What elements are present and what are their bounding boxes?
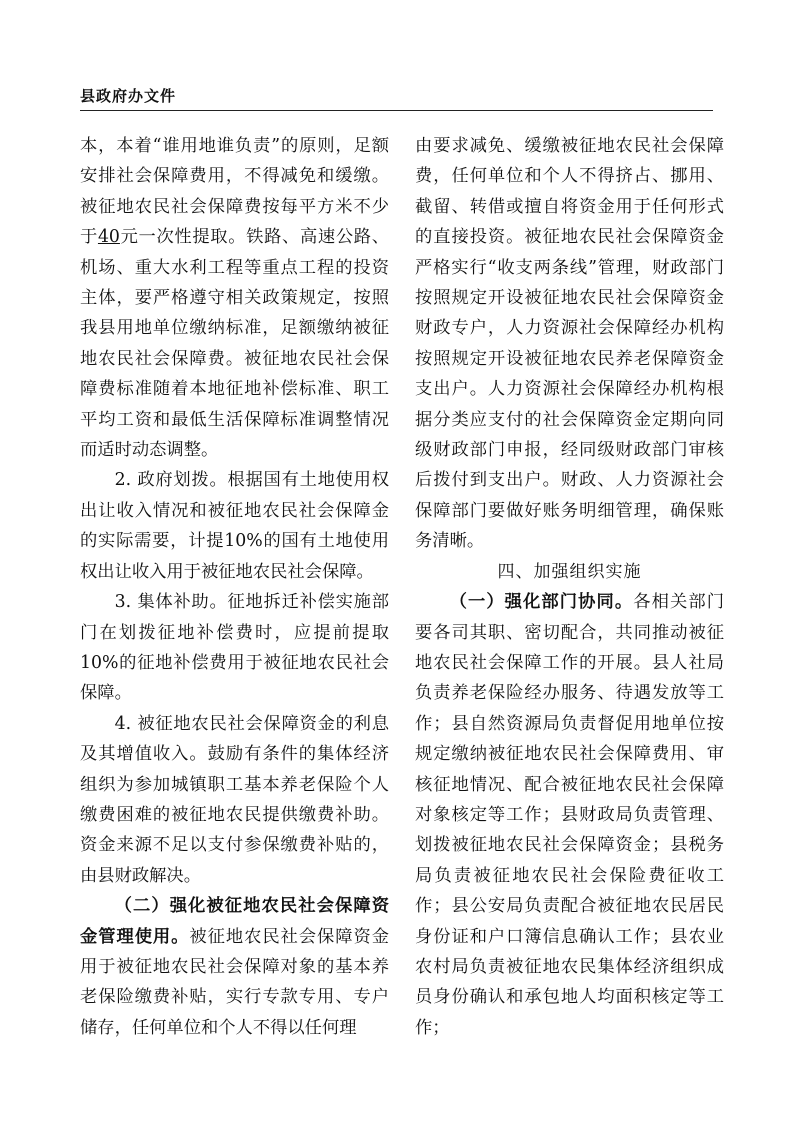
right-paragraph-2 xyxy=(415,587,724,1043)
left-paragraph-1 xyxy=(80,131,389,465)
header-title: 县政府办文件 xyxy=(80,87,177,105)
right-paragraph-1: 由要求减免、缓缴被征地农民社会保障费，任何单位和个人不得挤占、挪用、截留、转借或擅自将资金用于任何形式的直接投资。被征地农民社会保障资金严格实行“收支两条线”管理，财政部门按照规定开设被征地农民社会保障资金财政专户，人力资源社会保障经办机构按照规定开设被征地农民养老保障资金支出户。人力资源社会保障经办机构根据分类应支付的社会保障资金定期向同级财政部门申报，经同级财政部门审核后拨付到支出户。财政、人力资源社会保障部门要做好账务明细管理，确保账务清晰。 xyxy=(415,136,724,552)
left-p1-text-a: 本，本着“谁用地谁负责”的原则，足额安排社会保障费用，不得减免和缓缴。被征地农民社会保障费按每平方米不少于 xyxy=(80,136,389,248)
header-divider xyxy=(80,110,713,111)
left-p5-body: 被征地农民社会保障资金用于被征地农民社会保障对象的基本养老保险缴费补贴，实行专款专用、专户储存，任何单位和个人不得以任何理 xyxy=(80,926,389,1038)
subsection-heading-2: （二）强化被征地农民社会保障资金管理使用。 xyxy=(80,896,389,947)
left-column xyxy=(80,131,389,1043)
left-paragraph-5 xyxy=(80,891,389,1043)
left-paragraph-3: 3. 集体补助。征地拆迁补偿实施部门在划拨征地补偿费时，应提前提取10%的征地补偿费用于被征地农民社会保障。 xyxy=(80,592,389,704)
fee-amount: 40 xyxy=(97,227,120,248)
page-header xyxy=(80,86,713,106)
right-column xyxy=(415,131,724,1043)
subsection-heading-1: （一）强化部门协同。 xyxy=(449,592,634,613)
section-heading: 四、加强组织实施 xyxy=(497,561,642,582)
left-p1-text-b: 元一次性提取。铁路、高速公路、机场、重大水利工程等重点工程的投资主体，要严格遵守相关政策规定，按照我县用地单位缴纳标准，足额缴纳被征地农民社会保障费。被征地农民社会保障费标准随着本地征地补偿标准、职工平均工资和最低生活保障标准调整情况而适时动态调整。 xyxy=(80,227,389,461)
left-paragraph-4: 4. 被征地农民社会保障资金的利息及其增值收入。鼓励有条件的集体经济组织为参加城镇职工基本养老保险个人缴费困难的被征地农民提供缴费补助。资金来源不足以支付参保缴费补贴的，由县财政解决。 xyxy=(80,713,389,886)
left-paragraph-2: 2. 政府划拨。根据国有土地使用权出让收入情况和被征地农民社会保障金的实际需要，计提10%的国有土地使用权出让收入用于被征地农民社会保障。 xyxy=(80,470,389,582)
right-p2-body: 各相关部门要各司其职、密切配合，共同推动被征地农民社会保障工作的开展。县人社局负责养老保险经办服务、待遇发放等工作；县自然资源局负责督促用地单位按规定缴纳被征地农民社会保障费用、审核征地情况、配合被征地农民社会保障对象核定等工作；县财政局负责管理、划拨被征地农民社会保障资金；县税务局负责被征地农民社会保险费征收工作；县公安局负责配合被征地农民居民身份证和户口簿信息确认工作；县农业农村局负责被征地农民集体经济组织成员身份确认和承包地人均面积核定等工作； xyxy=(415,592,724,1038)
